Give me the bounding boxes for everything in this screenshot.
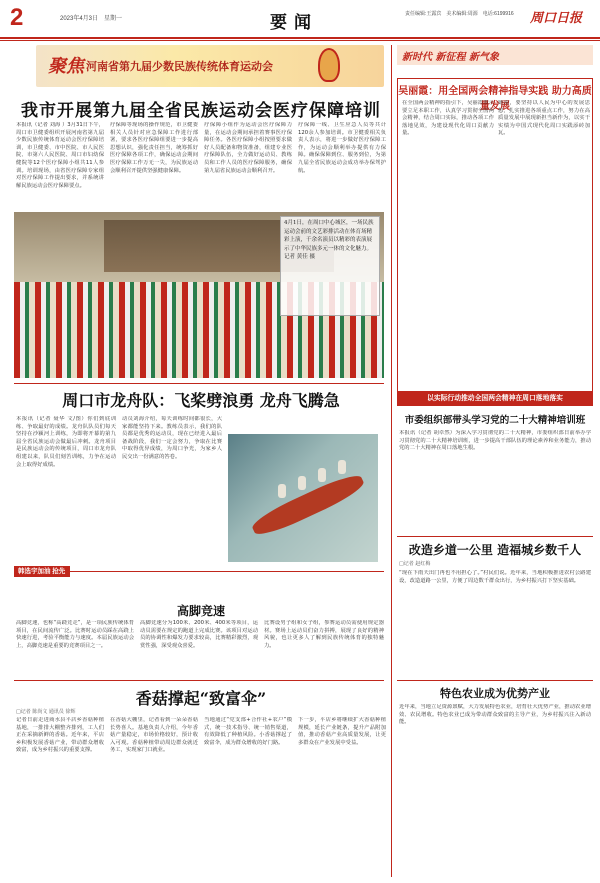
- article2-col1: 本报讯（记者 聂华 文/图）你们到底训练、争取最好的成绩。龙舟队队员们每天坚持在沙颍河上训练，为即将开幕的第九届全省民族运动会做最后冲刺。龙舟项目是民族运动会的传统项目，周口市龙舟队组建以来，队员们刻苦训练，力争在运动会上取得好成绩。: [16, 416, 116, 468]
- headline-road[interactable]: 改造乡道一公里 造福城乡数千人: [408, 543, 582, 557]
- right-footer-banner: 以实际行动推动全国两会精神在周口落地落实: [397, 392, 593, 406]
- article4-byline: □记者 陈尚文 通讯员 徐辉: [16, 709, 76, 715]
- headline-dragon-boat[interactable]: 周口市龙舟队：飞桨劈浪勇 龙舟飞腾急: [62, 391, 340, 410]
- article2-col2: 动员刘海介绍，每天训练时间都很长，大家都能坚持下来。教练员表示，我们的队员都是优秀的运动员，现在已经进入最后备战阶段，我们一定会努力，争取在比赛中取得优异成绩，为周口争光，为家乡人民交出一份满意的答卷。: [122, 416, 222, 460]
- article4-col4: 下一步，平店乡将继续扩大香菇种植规模，延长产业链条，提升产品附加值，推动香菇产业高质量发展，让更多群众在产业发展中受益。: [298, 717, 386, 746]
- headline-right-lead[interactable]: 吴丽霞：用全国两会精神指导实践 助力高质量发展: [398, 86, 592, 112]
- rower-figure: [338, 460, 346, 474]
- headline-stilt-race[interactable]: 高脚竞速: [176, 604, 225, 618]
- rower-figure: [278, 484, 286, 498]
- caption-credit: 记者 黄佳 摄: [284, 254, 315, 260]
- boat-shape: [249, 470, 367, 541]
- right-lead-col2: 她说，要坚持以人民为中心的发展思想，扎实推进各项重点工作，努力在高质量发展中展现新担当新作为，以实干实绩为中国式现代化周口实践添砖加瓦。: [498, 100, 590, 137]
- column-separator: [391, 45, 392, 877]
- article1-col3: 疗保障小组作为运动会医疗保障力量，在运动会期间承担着赛事医疗保障任务。各医疗保障小组按照要求做好人员配备和物资准备，组建专业医疗保障队伍，全力做好运动员、教练员和工作人员的医疗保障服务，确保第九届省民族运动会顺利召开。: [204, 122, 292, 174]
- right-lead-col1: 在全国两会精神的指引下，吴丽霞表示要立足本职工作，认真学习贯彻全国两会精神，结合周口实际，推动各项工作落地见效，为建设现代化周口贡献力量。: [402, 100, 494, 137]
- mascot-icon: [318, 48, 340, 82]
- article3-col1: 高脚竞速，也称“高跷竞走”，是一项民族传统体育项目，在民间流传广泛。比赛时运动员踩在高跷上快速行进，考验平衡能力与速度。本届民族运动会上，高脚竞速是重要的竞赛项目之一。: [16, 620, 134, 649]
- headline-training-class[interactable]: 市委组织部带头学习党的二十大精神培训班: [404, 415, 586, 426]
- article1-col1: 本报讯（记者 刘海 ）3月31日下午，周口市卫健委组织开展河南省第九届少数民族传统体育运动会医疗保障培训，市卫健委、市中医院、市人民医院、市第六人民医院、周口市妇幼保健院等12个医疗保障小组共11人参训。培训现场，由省医疗保障专家组对医疗保障工作提出要求，并系统讲解民族运动会医疗保障要点。: [16, 122, 104, 189]
- article4-col1: 记者日前走进商水县平店乡香菇种植基地，一排排大棚整齐排列，工人们正在采摘新鲜的香菇。近年来，平店乡积极发展香菇产业，带动群众增收致富，成为乡村振兴的重要支撑。: [16, 717, 104, 754]
- caption-text: 4月1日，在周口中心城区，一场民族运动会前的文艺彩排活动在体育场精彩上演，千余名演员以精彩的表演展示了中华民族多元一体的文化魅力。: [284, 220, 374, 252]
- newspaper-logo: 周口日报: [530, 11, 583, 26]
- section-tag: 韩选宇加油 抢先看: [14, 566, 70, 577]
- right-banner-text: 新时代 新征程 新气象: [402, 52, 499, 63]
- banner-focus-char: 聚焦: [48, 56, 84, 77]
- headline-agriculture[interactable]: 特色农业成为优势产业: [440, 687, 550, 700]
- issue-date: 2023年4月3日 星期一: [60, 16, 123, 22]
- dragon-boat-photo: [228, 434, 378, 562]
- rower-figure: [298, 476, 306, 490]
- editor-credits: 责任编辑:王露宾 美术编辑:周源 电话:6199916: [405, 11, 514, 17]
- article3-col2: 高脚竞速分为100米、200米、400米等项目，运动员需要在规定的跑道上完成比赛。该项目对运动员的协调性和爆发力要求较高，比赛精彩激烈，观赏性强，深受观众喜爱。: [140, 620, 258, 649]
- right-art2-body: 本报讯（记者 胡卓然）为深入学习贯彻党的二十大精神，市委组织部日前举办学习贯彻党的二十大精神培训班，进一步提高干部队伍的理论素养和业务能力，推动党的二十大精神在周口落地生根。: [399, 430, 591, 452]
- header-rule: [0, 37, 600, 39]
- right-art3-body: “现在下雨天出门再也不用担心了。”村民们说。近年来，当地积极推进农村公路建设，改造道路一公里，方便了周边数千群众出行，为乡村振兴打下坚实基础。: [399, 570, 591, 584]
- right-art3-byline: □记者 赵红梅: [399, 561, 431, 567]
- article1-col4: 疗保障一线、卫生应急人员等共计120余人参加培训。市卫健委相关负责人表示，将进一步做好医疗保障工作，为运动会顺利举办提供有力保障。确保保障到位、服务到位，为第九届全省民族运动会成功举办保驾护航。: [298, 122, 386, 174]
- headline-medical-training[interactable]: 我市开展第九届全省民族运动会医疗保障培训: [21, 101, 381, 121]
- header-rule-thin: [0, 40, 600, 41]
- page-number: 2: [10, 4, 24, 31]
- section-title: 要闻: [270, 13, 318, 33]
- divider: [14, 383, 384, 384]
- headline-mushroom[interactable]: 香菇撑起“致富伞”: [135, 689, 267, 708]
- article4-col2: 在香菇大棚里，记者看到一朵朵香菇长势喜人。基地负责人介绍，今年香菇产量稳定，市场价格较好，预计收入可观。香菇种植带动周边群众就近务工，实现家门口就业。: [110, 717, 198, 754]
- photo-caption: [284, 219, 376, 262]
- article3-col3: 比赛设男子组和女子组，参赛运动员需使用规定器材。赛场上运动员们奋力拼搏，展现了良好的精神风貌，也让更多人了解到民族传统体育的独特魅力。: [264, 620, 384, 649]
- divider: [397, 680, 593, 681]
- rower-figure: [318, 468, 326, 482]
- divider: [14, 680, 384, 681]
- banner-title: 河南省第九届少数民族传统体育运动会: [86, 61, 273, 73]
- article4-col3: 当地通过“党支部+合作社+农户”模式，统一技术指导、统一销售渠道，有效降低了种植风险。小香菇撑起了致富伞，成为群众增收的好门路。: [204, 717, 292, 746]
- article1-col2: 疗保障等现场的操作规范，市卫健委相关人员针对应急保障工作进行部署，要求各医疗保障组要进一步提高思想认识，强化责任担当，统筹抓好医疗保障各项工作，确保运动会期间医疗保障工作万无一失，为民族运动会顺利召开提供坚强健康保障。: [110, 122, 198, 174]
- divider: [397, 536, 593, 537]
- right-art4-body: 近年来，当地立足资源禀赋，大力发展特色农业，培育壮大优势产业，推动农业增效、农民增收。特色农业已成为带动群众致富的主导产业，为乡村振兴注入新动能。: [399, 704, 591, 726]
- section-tag-rule: [70, 571, 384, 572]
